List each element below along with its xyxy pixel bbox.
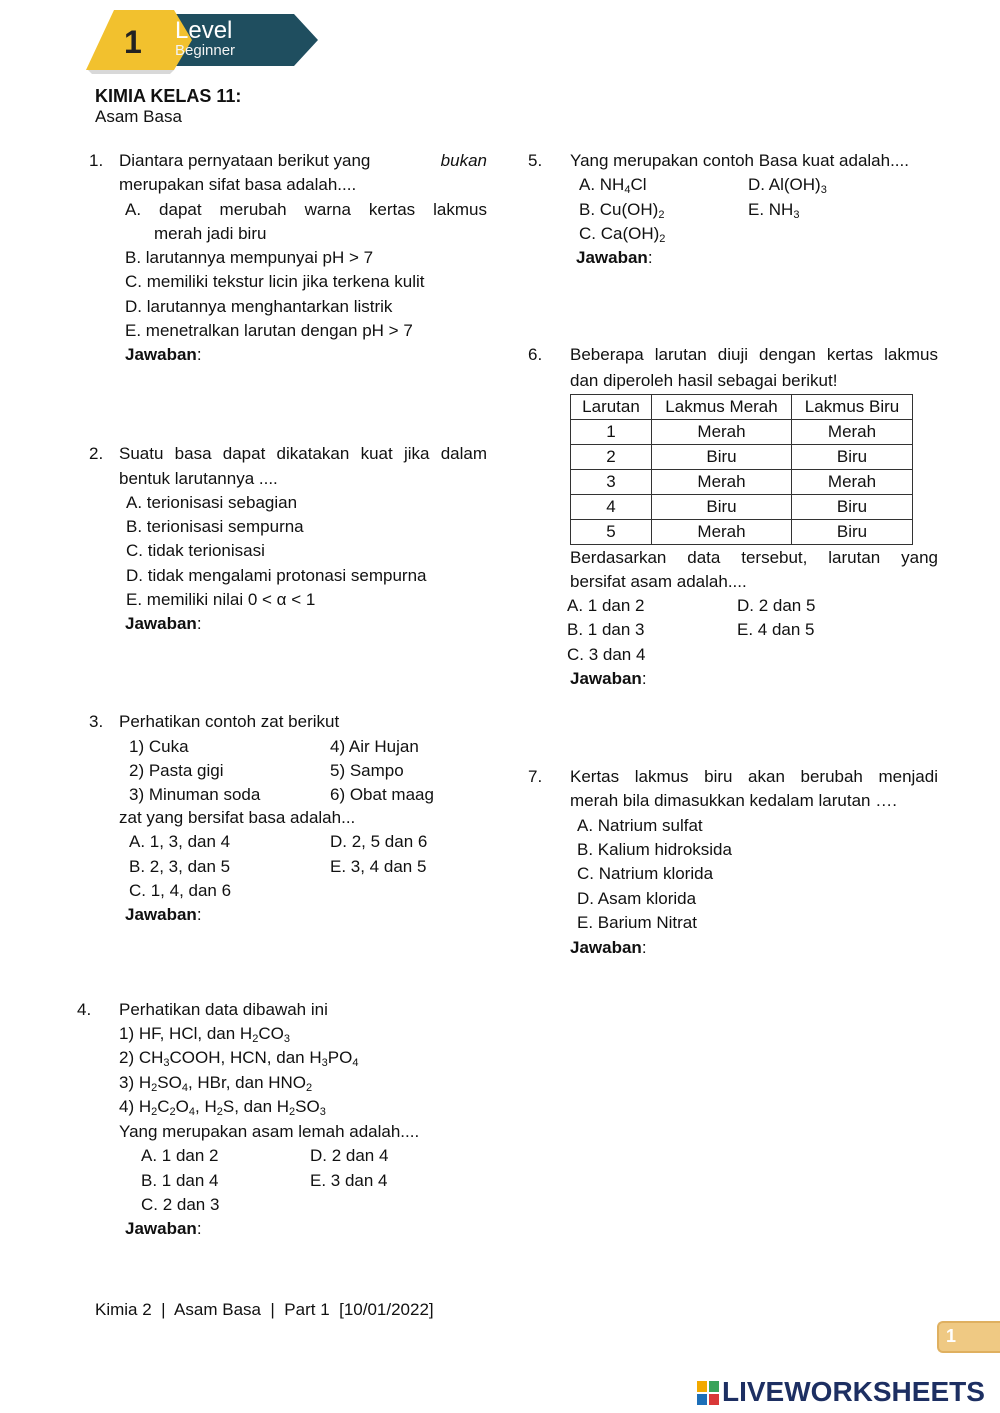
q4-option-b: B. 1 dan 4 xyxy=(141,1171,219,1190)
table-header: Lakmus Biru xyxy=(792,395,913,420)
q6-after-line2: bersifat asam adalah.... xyxy=(570,572,747,591)
q6-stem-line1: Beberapa larutan diuji dengan kertas lakmus xyxy=(570,345,938,364)
q7-option-c: C. Natrium klorida xyxy=(577,864,714,883)
q1-option-d: D. larutannya menghantarkan listrik xyxy=(125,297,393,316)
q7-option-a: A. Natrium sulfat xyxy=(577,816,703,835)
q7-option-b: B. Kalium hidroksida xyxy=(577,840,732,859)
q3-option-a: A. 1, 3, dan 4 xyxy=(129,832,231,851)
q6-option-d: D. 2 dan 5 xyxy=(737,596,816,615)
q1-number: 1. xyxy=(89,151,104,170)
q4-option-e: E. 3 dan 4 xyxy=(310,1171,388,1190)
table-cell: Biru xyxy=(652,495,792,520)
q6-number: 6. xyxy=(528,345,543,364)
q2-stem-line2: bentuk larutannya .... xyxy=(119,469,278,488)
q5-option-b: B. $Cu(OH)_2$ xyxy=(579,200,665,221)
table-cell: Biru xyxy=(792,445,913,470)
lakmus-table xyxy=(570,394,913,545)
q7-answer[interactable]: Jawaban: xyxy=(570,938,647,957)
table-row xyxy=(571,445,913,470)
q3-stem: Perhatikan contoh zat berikut xyxy=(119,712,340,731)
q2-option-c: C. tidak terionisasi xyxy=(126,541,265,560)
q1-stem-line2: merupakan sifat basa adalah.... xyxy=(119,175,357,194)
q3-option-c: C. 1, 4, dan 6 xyxy=(129,881,232,900)
q4-data-2: 2) $CH_3COOH$, HCN, dan $H_3PO_4$ xyxy=(119,1048,359,1069)
level-label: Level xyxy=(175,17,233,44)
q7-number: 7. xyxy=(528,767,543,786)
q6-option-e: E. 4 dan 5 xyxy=(737,620,815,639)
q5-option-c: C. $Ca(OH)_2$ xyxy=(579,224,666,245)
q4-number: 4. xyxy=(77,1000,92,1019)
q6-option-a: A. 1 dan 2 xyxy=(567,596,645,615)
q4-data-1: 1) HF, HCl, dan $H_2CO_3$ xyxy=(119,1024,290,1045)
q4-question: Yang merupakan asam lemah adalah.... xyxy=(119,1122,420,1141)
q3-answer[interactable]: Jawaban: xyxy=(125,905,202,924)
page-footer: Kimia 2 | Asam Basa | Part 1 [10/01/2022] xyxy=(95,1300,434,1319)
q4-option-c: C. 2 dan 3 xyxy=(141,1195,220,1214)
q3-item: 3) Minuman soda xyxy=(129,785,261,804)
q6-stem-line2: dan diperoleh hasil sebagai berikut! xyxy=(570,371,838,390)
q3-number: 3. xyxy=(89,712,104,731)
table-cell: Merah xyxy=(652,420,792,445)
q2-option-a: A. terionisasi sebagian xyxy=(126,493,298,512)
q3-item: 6) Obat maag xyxy=(330,785,434,804)
q1-option-e: E. menetralkan larutan dengan pH > 7 xyxy=(125,321,413,340)
q7-option-e: E. Barium Nitrat xyxy=(577,913,697,932)
q5-number: 5. xyxy=(528,151,543,170)
table-row xyxy=(571,470,913,495)
q3-item: 1) Cuka xyxy=(129,737,189,756)
q4-option-d: D. 2 dan 4 xyxy=(310,1146,389,1165)
q2-option-e: E. memiliki nilai 0 < α < 1 xyxy=(126,590,316,609)
table-cell: Biru xyxy=(792,495,913,520)
table-header: Lakmus Merah xyxy=(652,395,792,420)
q4-option-a: A. 1 dan 2 xyxy=(141,1146,219,1165)
q4-data-4: 4) $H_2C_2O_4$, $H_2S$, dan $H_2SO_3$ xyxy=(119,1097,326,1118)
table-row xyxy=(571,520,913,545)
q5-option-e: E. $NH_3$ xyxy=(748,200,800,221)
q5-stem: Yang merupakan contoh Basa kuat adalah.... xyxy=(570,151,909,170)
q2-number: 2. xyxy=(89,444,104,463)
q1-stem-italic: bukan xyxy=(440,151,487,170)
q3-item: 2) Pasta gigi xyxy=(129,761,224,780)
q1-option-b: B. larutannya mempunyai pH > 7 xyxy=(125,248,374,267)
q6-after-line1: Berdasarkan data tersebut, larutan yang xyxy=(570,548,938,567)
q2-answer[interactable]: Jawaban: xyxy=(125,614,202,633)
table-header: Larutan xyxy=(571,395,652,420)
table-cell: Biru xyxy=(792,520,913,545)
table-cell: 1 xyxy=(571,420,652,445)
table-cell: 3 xyxy=(571,470,652,495)
q5-option-a: A. $NH_4Cl$ xyxy=(579,175,647,196)
table-cell: Biru xyxy=(652,445,792,470)
q1-answer[interactable]: Jawaban: xyxy=(125,345,202,364)
q1-option-a: A. dapat merubah warna kertas lakmus xyxy=(125,200,487,219)
level-sublabel: Beginner xyxy=(175,42,236,59)
q1-stem-line1 xyxy=(119,150,487,172)
table-cell: 5 xyxy=(571,520,652,545)
q4-answer[interactable]: Jawaban: xyxy=(125,1219,202,1238)
page-number: 1 xyxy=(946,1326,957,1346)
level-number: 1 xyxy=(124,24,142,60)
q2-option-d: D. tidak mengalami protonasi sempurna xyxy=(126,566,427,585)
q5-answer[interactable]: Jawaban: xyxy=(576,248,653,267)
table-cell: Merah xyxy=(792,470,913,495)
q6-answer[interactable]: Jawaban: xyxy=(570,669,647,688)
q2-option-b: B. terionisasi sempurna xyxy=(126,517,304,536)
table-cell: Merah xyxy=(652,520,792,545)
q3-question: zat yang bersifat basa adalah... xyxy=(119,808,356,827)
table-cell: Merah xyxy=(792,420,913,445)
q3-item: 4) Air Hujan xyxy=(330,737,419,756)
page-subtitle: Asam Basa xyxy=(95,107,182,126)
page-title: KIMIA KELAS 11: xyxy=(95,86,242,106)
q1-stem-a: Diantara pernyataan berikut yang xyxy=(119,151,371,170)
q7-stem-line1: Kertas lakmus biru akan berubah menjadi xyxy=(570,767,938,786)
liveworksheets-brand: LIVEWORKSHEETS xyxy=(722,1376,985,1407)
q1-option-c: C. memiliki tekstur licin jika terkena kulit xyxy=(125,272,425,291)
q5-option-d: D. $Al(OH)_3$ xyxy=(748,175,827,196)
q7-option-d: D. Asam klorida xyxy=(577,889,697,908)
table-cell: 4 xyxy=(571,495,652,520)
q3-option-e: E. 3, 4 dan 5 xyxy=(330,857,427,876)
table-cell: 2 xyxy=(571,445,652,470)
table-row xyxy=(571,495,913,520)
table-cell: Merah xyxy=(652,470,792,495)
q3-option-b: B. 2, 3, dan 5 xyxy=(129,857,231,876)
q4-data-3: 3) $H_2SO_4$, HBr, dan $HNO_2$ xyxy=(119,1073,313,1094)
q4-stem: Perhatikan data dibawah ini xyxy=(119,1000,328,1019)
table-row xyxy=(571,420,913,445)
q3-option-d: D. 2, 5 dan 6 xyxy=(330,832,428,851)
q6-option-c: C. 3 dan 4 xyxy=(567,645,646,664)
q6-option-b: B. 1 dan 3 xyxy=(567,620,645,639)
liveworksheets-logo-icon xyxy=(697,1381,719,1405)
q3-item: 5) Sampo xyxy=(330,761,404,780)
q2-stem-line1: Suatu basa dapat dikatakan kuat jika dalam xyxy=(119,444,487,463)
q1-option-a-cont: merah jadi biru xyxy=(154,224,267,243)
q7-stem-line2: merah bila dimasukkan kedalam larutan …. xyxy=(570,791,897,810)
